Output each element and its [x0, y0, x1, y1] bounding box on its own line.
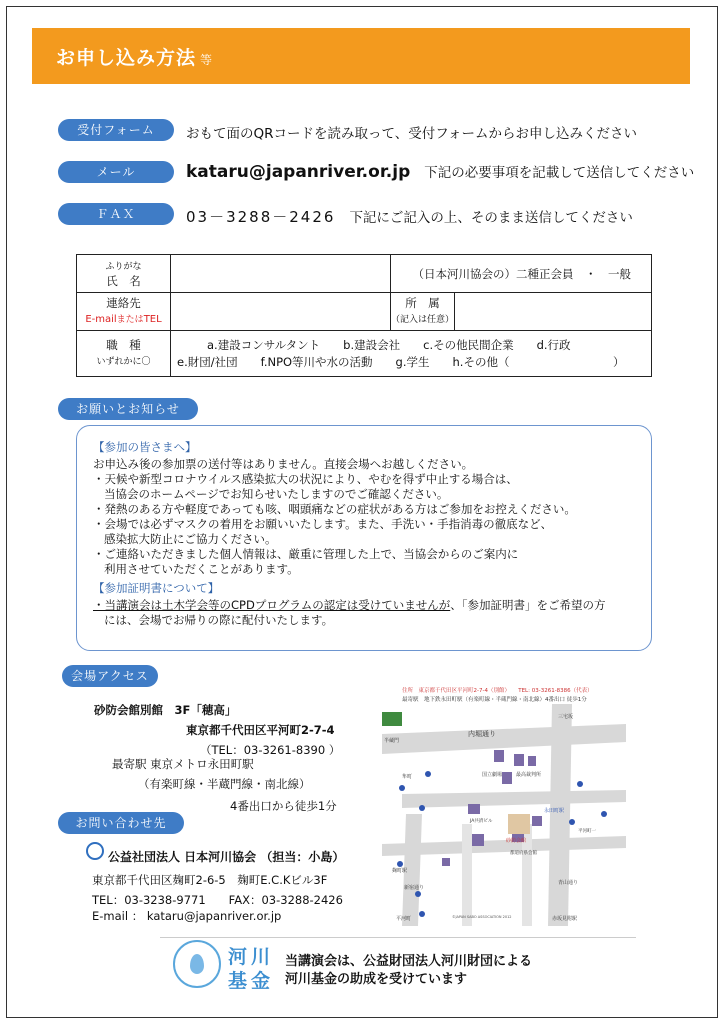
map-label-miyakezaka: 三宅坂 — [558, 714, 574, 720]
notice-box: 【参加の皆さまへ】 お申込み後の参加票の送付等はありません。直接会場へお越しください。 ・天候や新型コロナウイルス感染拡大の状況により、やむを得ず中止する場合は、 当協会のホームページでお知らせいたしますのでご確認ください。 ・発熱のある方や軽度であっても咳、咽頭痛などの症状がある方はご参加をお控えください。 ・会場では必ずマスクの着用をお願いいたします。また、手洗い・手指消毒の徹底など、 感染拡大防止にご協力ください。 ・ご連絡いただきました個人情報は、厳重に管理した上で、当協会からのご案内に 利用させていただくことがあります。 【参加証明書について】 ・当講演会は土木学会等のCPDプログラムの認定は受けていませんが、「参加証明書」をご希望の方 には、会場でお帰りの際に配付いたします。 — [76, 425, 652, 651]
map-label-nagatacho: 永田町駅 — [544, 808, 565, 814]
contact-label-cell: 連絡先 E-mailまたはTEL — [77, 293, 171, 331]
map-label-ja-kyosai: JA共済ビル — [470, 819, 493, 824]
map-label-kojimachi: 麹町駅 — [392, 868, 408, 874]
fax-method-row: 03－3288－2426 下記にご記入の上、そのまま送信してください — [186, 208, 633, 226]
map-graphic — [382, 704, 636, 934]
map-label-akasaka-mitsuke: 赤坂見附駅 — [552, 916, 578, 922]
venue-map — [382, 686, 636, 936]
venue-name: 砂防会館別館 3F「穂高」 — [94, 703, 237, 717]
nearest-station: 最寄駅 東京メトロ永田町駅 — [112, 757, 254, 771]
footer-divider — [160, 937, 636, 938]
map-copyright: ©JAPAN SABO ASSOCIATION 2012 — [452, 915, 512, 919]
footer-kanji-kikin: 基金 — [228, 970, 275, 992]
map-label-saikousai: 最高裁判所 — [516, 772, 542, 778]
map-label-kokuritsu: 国立劇場 — [482, 772, 503, 778]
jra-logo-icon — [86, 842, 104, 860]
map-label-hanzomon: 半蔵門 — [384, 738, 400, 744]
job-label-cell: 職 種 いずれかに〇 — [77, 331, 171, 377]
application-form-table — [76, 254, 652, 377]
fax-method-label: ＦＡＸ — [58, 203, 174, 225]
contact-label: お問い合わせ先 — [58, 812, 184, 834]
page-header — [32, 28, 690, 84]
map-address-header: 住所 東京都千代田区平河町2-7-4（別館） TEL: 03-3261-8386（代表） — [402, 688, 593, 694]
fax-number: 03－3288－2426 — [186, 208, 336, 226]
member-type-cell[interactable]: （日本河川協会の）二種正会員 ・ 一般 — [391, 255, 652, 293]
map-label-todofuken: 都道府県会館 — [510, 851, 537, 856]
map-label-shinjuku-dori: 新宿通り — [404, 885, 425, 891]
venue-tel: （TEL：03-3261-8390 ） — [200, 743, 341, 757]
form-method-text: おもて面のQRコードを読み取って、受付フォームからお申し込みください — [186, 126, 638, 142]
footer-grant-line-2: 河川基金の助成を受けています — [285, 972, 468, 987]
contact-address: 東京都千代田区麹町2-6-5 麹町E.C.Kビル3F — [92, 873, 328, 887]
name-input-cell[interactable] — [171, 255, 391, 293]
contact-input-cell[interactable] — [171, 293, 391, 331]
contact-organization: 公益社団法人 日本河川協会 （担当：小島） — [108, 850, 345, 864]
map-station-header: 最寄駅 地下鉄永田町駅（有楽町線・半蔵門線・南北線）4番出口 徒歩1分 — [402, 697, 587, 703]
contact-phone-fax: TEL：03-3238-9771 FAX：03-3288-2426 — [92, 893, 343, 907]
mail-method-label: メール — [58, 161, 174, 183]
map-label-hayabusacho: 隼町 — [402, 774, 413, 780]
job-options-cell[interactable]: a.建設コンサルタント b.建設会社 c.その他民間企業 d.行政 e.財団/社団 f.NPO等川や水の活動 g.学生 h.その他（ ） — [171, 331, 652, 377]
subway-lines: （有楽町線・半蔵門線・南北線） — [138, 777, 311, 791]
venue-address: 東京都千代田区平河町2-7-4 — [186, 723, 335, 737]
kawa-kikin-logo-icon — [173, 940, 221, 988]
contact-email[interactable]: E-mail ： kataru@japanriver.or.jp — [92, 909, 282, 923]
form-method-label: 受付フォーム — [58, 119, 174, 141]
footer-grant-line-1: 当講演会は、公益財団法人河川財団による — [285, 954, 533, 969]
map-label-hirakawacho: 平河町 — [396, 916, 412, 922]
footer-kanji-kasen: 河川 — [228, 946, 275, 968]
map-label-aoyama-dori: 青山通り — [558, 880, 579, 886]
page-title: お申し込み方法 等 — [56, 47, 214, 69]
affiliation-label-cell: 所 属 （記入は任意） — [391, 293, 455, 331]
mail-method-row: kataru@japanriver.or.jp 下記の必要事項を記載して送信してください — [186, 162, 695, 182]
affiliation-input-cell[interactable] — [455, 293, 652, 331]
mail-address[interactable]: kataru@japanriver.or.jp — [186, 162, 411, 182]
access-label: 会場アクセス — [62, 665, 158, 687]
notice-label: お願いとお知らせ — [58, 398, 198, 420]
map-label-sabo: 砂防会館 — [506, 838, 527, 844]
name-label-cell: ふりがな 氏 名 — [77, 255, 171, 293]
map-label-hirakawa-1: 平河町一 — [578, 829, 596, 834]
map-label-uchibori: 内堀通り — [468, 730, 496, 738]
walk-time: 4番出口から徒歩1分 — [230, 799, 337, 813]
